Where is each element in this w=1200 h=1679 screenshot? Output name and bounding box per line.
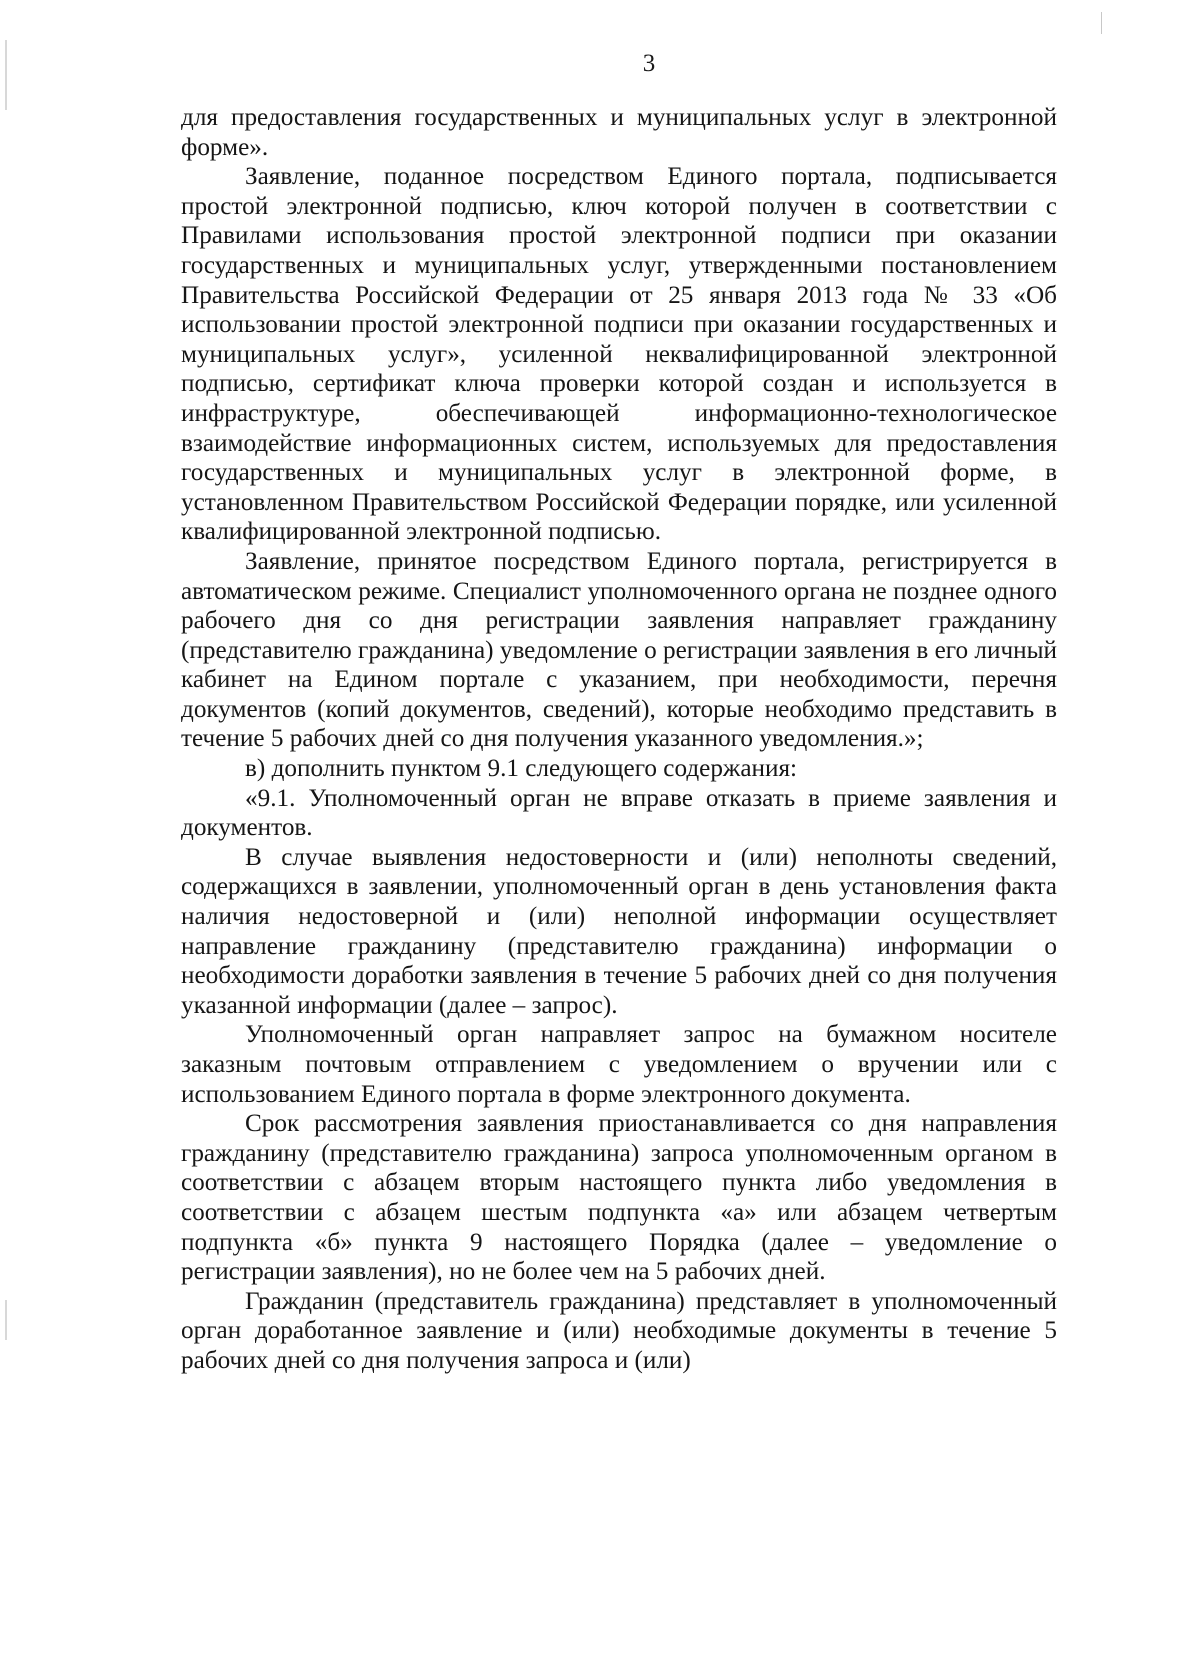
scan-margin-speck (5, 1300, 7, 1340)
paragraph: «9.1. Уполномоченный орган не вправе отказать в приеме заявления и документов. (181, 784, 1057, 842)
paragraph: Уполномоченный орган направляет запрос на бумажном носителе заказным почтовым отправлением с уведомлением о вручении или с использованием Единого портала в форме электронного документа. (181, 1021, 1057, 1108)
paragraph: В случае выявления недостоверности и (или) неполноты сведений, содержащихся в заявлении, уполномоченный орган в день установления факта наличия недостоверной и (или) неполной информации осуществляет направление гражданину (представителю гражданина) информации о необходимости доработки заявления в течение 5 рабочих дней со дня получения указанной информации (далее – запрос). (181, 843, 1057, 1019)
scan-edge-mark (1101, 12, 1102, 34)
page-number: 3 (642, 50, 656, 77)
paragraph: Гражданин (представитель гражданина) представляет в уполномоченный орган доработанное заявление и (или) необходимые документы в течение 5 рабочих дней со дня получения запроса и (или) (181, 1287, 1057, 1374)
paragraph: Заявление, поданное посредством Единого портала, подписывается простой электронной подписью, ключ которой получен в соответствии с Правилами использования простой электронной подписи при оказании государственных и муниципальных услуг, утвержденными постановлением Правительства Российской Федерации от 25 января 2013 года № 33 «Об использовании простой электронной подписи при оказании государственных и муниципальных услуг», усиленной неквалифицированной электронной подписью, сертификат ключа проверки которой создан и используется в инфраструктуре, обеспечивающей информационно-технологическое взаимодействие информационных систем, используемых для предоставления государственных и муниципальных услуг в электронной форме, в установленном Правительством Российской Федерации порядке, или усиленной квалифицированной электронной подписью. (181, 163, 1057, 546)
paragraph: для предоставления государственных и муниципальных услуг в электронной форме». (181, 104, 1057, 161)
paragraph: Заявление, принятое посредством Единого портала, регистрируется в автоматическом режиме. Специалист уполномоченного органа не позднее одного рабочего дня со дня регистрации заявления направляет гражданину (представителю гражданина) уведомление о регистрации заявления в его личный кабинет на Едином портале с указанием, при необходимости, перечня документов (копий документов, сведений), которые необходимо представить в течение 5 рабочих дней со дня получения указанного уведомления.»; (181, 547, 1057, 753)
paragraph: в) дополнить пунктом 9.1 следующего содержания: (245, 755, 798, 783)
paragraph: Срок рассмотрения заявления приостанавливается со дня направления гражданину (представителю гражданина) запроса уполномоченным органом в соответствии с абзацем вторым настоящего пункта либо уведомления в соответствии с абзацем шестым подпункта «а» или абзацем четвертым подпункта «б» пункта 9 настоящего Порядка (далее – уведомление о регистрации заявления), но не более чем на 5 рабочих дней. (181, 1110, 1057, 1286)
document-body (181, 103, 1057, 1376)
